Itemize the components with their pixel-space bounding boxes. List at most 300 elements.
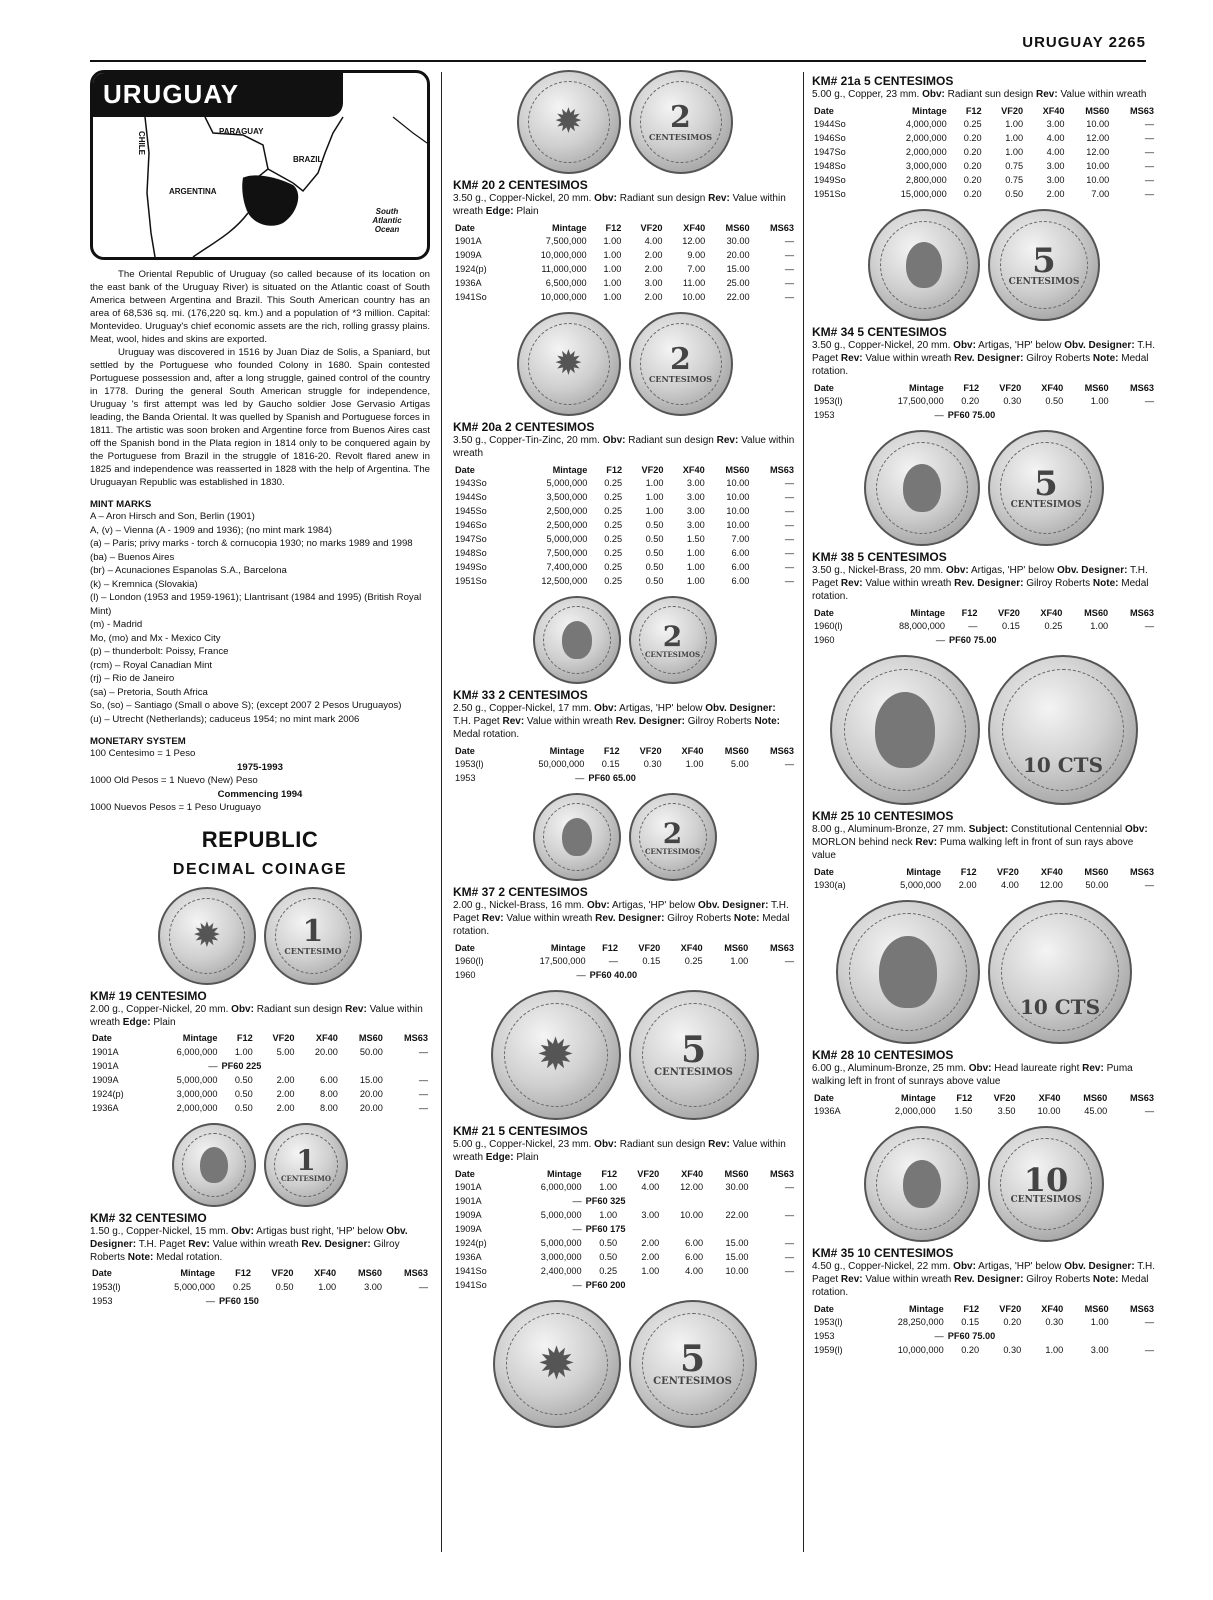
- table-cell: 10,000,000: [540, 292, 587, 302]
- table-cell: 1953(l): [455, 759, 484, 769]
- table-cell: 0.50: [599, 1252, 618, 1262]
- table-row: [453, 518, 796, 532]
- table-cell: —: [1144, 1317, 1154, 1327]
- column-header: XF40: [1042, 105, 1065, 116]
- table-cell: 10.00: [1037, 1106, 1061, 1116]
- column-header: Date: [92, 1268, 112, 1278]
- column-header: Mintage: [552, 464, 588, 475]
- catalog-entry-description: 3.50 g., Copper-Tin-Zinc, 20 mm. Obv: Radiant sun design Rev: Value within wreath: [453, 435, 795, 459]
- column-header: Mintage: [910, 607, 946, 618]
- column-header: Mintage: [909, 382, 944, 393]
- table-cell: 0.25: [684, 956, 703, 966]
- coin-reverse-value: 1 CENTESIMO: [264, 887, 362, 985]
- table-row: [812, 878, 1156, 892]
- table-cell: PF60 150: [219, 1295, 259, 1306]
- table-header-row: [453, 221, 796, 234]
- column-header: VF20: [639, 745, 662, 756]
- column-header: Mintage: [909, 1303, 944, 1314]
- table-row: [812, 117, 1156, 131]
- mint-marks-list: [90, 510, 430, 726]
- column-header: MS60: [1084, 866, 1109, 877]
- table-cell: 0.20: [961, 1345, 980, 1355]
- table-cell: 1.00: [686, 576, 705, 586]
- table-row: [90, 1294, 430, 1308]
- table-header-row: [453, 941, 796, 954]
- table-cell: —: [418, 1074, 428, 1085]
- monetary-period: 1975-1993: [237, 761, 283, 773]
- table-cell: 12.00: [682, 236, 706, 246]
- coin-images: [812, 430, 1156, 546]
- table-cell: 1.00: [641, 1266, 660, 1276]
- list-item: (l) – London (1953 and 1959-1961); Llantrisant (1984 and 1995) (British Royal Mint): [90, 592, 422, 617]
- table-row: [453, 248, 796, 262]
- column-header: MS63: [1129, 607, 1154, 618]
- table-cell: —: [784, 236, 794, 246]
- catalog-entry-title: KM# 20 2 CENTESIMOS: [453, 178, 588, 192]
- table-cell: 0.15: [601, 759, 620, 769]
- coin-obverse-sun: ✹: [517, 70, 621, 174]
- table-cell: 0.25: [604, 562, 623, 572]
- coin-obverse-laureate-head: [836, 900, 980, 1044]
- table-cell: 2,000,000: [905, 133, 947, 143]
- map-label-brazil: BRAZIL: [293, 155, 323, 164]
- table-cell: 1953: [814, 1331, 835, 1341]
- coin-images: [812, 1126, 1156, 1242]
- table-cell: PF60 200: [585, 1280, 626, 1290]
- table-cell: —: [784, 534, 794, 544]
- column-header: XF40: [681, 745, 704, 756]
- column-header: XF40: [681, 1168, 704, 1179]
- table-cell: 25.00: [726, 278, 750, 288]
- table-cell: 7.00: [687, 264, 706, 274]
- column-header: MS63: [769, 942, 794, 953]
- coin-images: [453, 990, 796, 1120]
- table-row: [453, 1278, 796, 1292]
- column-header: Date: [814, 607, 834, 618]
- table-row: [453, 771, 796, 785]
- mintage-price-table: [453, 221, 796, 304]
- table-cell: 10.00: [726, 506, 750, 516]
- table-cell: 0.25: [604, 492, 623, 502]
- table-cell: 1.00: [1090, 621, 1109, 631]
- coin-obverse-portrait: [533, 793, 621, 881]
- catalog-entry: [453, 420, 796, 588]
- table-cell: 1946So: [814, 133, 846, 143]
- table-row: [90, 1045, 430, 1059]
- table-cell: —: [784, 250, 794, 260]
- table-cell: 1924(p): [455, 1238, 487, 1248]
- table-cell: 9.00: [687, 250, 706, 260]
- mintage-price-table: [453, 463, 796, 588]
- table-cell: 0.15: [1002, 621, 1020, 631]
- coin-obverse-portrait: [172, 1123, 256, 1207]
- catalog-entry-description: 1.50 g., Copper-Nickel, 15 mm. Obv: Artigas bust right, 'HP' below Obv. Designer: T.H. Paget Rev: Value within wreath Rev. Designer: Gilroy Roberts Note: Medal rotation.: [90, 1225, 408, 1263]
- column-header: XF40: [1040, 607, 1063, 618]
- table-cell: 12,500,000: [541, 576, 588, 586]
- table-cell: —: [572, 1224, 582, 1234]
- table-cell: 2,500,000: [546, 520, 588, 530]
- table-cell: 5,000,000: [540, 1210, 582, 1220]
- column-header: MS60: [1085, 105, 1110, 116]
- table-row: [453, 968, 796, 982]
- column-header: Mintage: [550, 942, 586, 953]
- table-cell: 0.75: [1005, 161, 1024, 171]
- catalog-entry: [812, 1048, 1156, 1118]
- table-cell: 10.00: [726, 492, 750, 502]
- table-cell: —: [784, 1182, 794, 1192]
- column-header: VF20: [638, 942, 661, 953]
- republic-heading: REPUBLIC: [201, 826, 319, 852]
- table-row: [453, 490, 796, 504]
- table-cell: 0.50: [1005, 189, 1024, 199]
- table-cell: —: [784, 548, 794, 558]
- table-cell: 0.20: [961, 396, 980, 406]
- coin-reverse-value: 2 CENTESIMOS: [629, 70, 733, 174]
- table-cell: 8.00: [319, 1102, 338, 1113]
- table-cell: 1947So: [814, 147, 846, 157]
- column-header: VF20: [271, 1268, 294, 1278]
- mintage-price-table: [453, 1167, 796, 1292]
- table-cell: 1.50: [686, 534, 705, 544]
- table-cell: —: [934, 1331, 944, 1341]
- table-cell: 11.00: [682, 278, 706, 288]
- column-header: F12: [235, 1268, 251, 1278]
- table-cell: 6.00: [731, 548, 750, 558]
- coin-obverse-portrait: [864, 430, 980, 546]
- column-header: VF20: [1001, 105, 1024, 116]
- table-cell: —: [1144, 133, 1154, 143]
- coin-obverse-sun: ✹: [493, 1300, 621, 1428]
- table-cell: —: [1144, 119, 1154, 129]
- table-cell: 0.25: [1044, 621, 1063, 631]
- table-cell: 3.00: [686, 506, 705, 516]
- table-cell: 10.00: [725, 1266, 749, 1276]
- table-row: [812, 131, 1156, 145]
- table-cell: 1.00: [1005, 147, 1024, 157]
- table-cell: 10.00: [1086, 175, 1110, 185]
- table-cell: 20.00: [726, 250, 750, 260]
- catalog-entry-description: 4.50 g., Copper-Nickel, 22 mm. Obv: Artigas, 'HP' below Obv. Designer: T.H. Paget Rev: Value within wreath Rev. Designer: Gilroy Roberts Note: Medal rotation.: [812, 1261, 1156, 1298]
- table-cell: 1948So: [814, 161, 846, 171]
- page-title: URUGUAY 2265: [1022, 34, 1146, 51]
- table-row: [812, 1343, 1156, 1357]
- catalog-entry-title: KM# 38 5 CENTESIMOS: [812, 550, 947, 564]
- table-row: [812, 173, 1156, 187]
- table-row: [90, 1101, 430, 1115]
- list-item: (rj) – Rio de Janeiro: [90, 673, 175, 684]
- map-title: URUGUAY: [93, 73, 343, 117]
- coin-images: [453, 70, 796, 174]
- table-cell: 0.50: [275, 1281, 294, 1292]
- table-cell: 1941So: [455, 1266, 487, 1276]
- table-cell: 0.50: [645, 520, 664, 530]
- catalog-entry: [90, 1211, 430, 1308]
- table-cell: —: [784, 1252, 794, 1262]
- column-header: MS60: [724, 942, 749, 953]
- catalog-entry-title: KM# 28 10 CENTESIMOS: [812, 1048, 954, 1062]
- column-header: VF20: [637, 1168, 660, 1179]
- coin-reverse-value: 10 CENTESIMOS: [988, 1126, 1104, 1242]
- list-item: (m) - Madrid: [90, 619, 143, 630]
- table-cell: 1941So: [455, 1280, 487, 1290]
- table-cell: 15.00: [359, 1074, 383, 1085]
- table-cell: 12.00: [1086, 147, 1110, 157]
- coin-images: [90, 887, 430, 985]
- column-header: MS63: [769, 222, 794, 233]
- table-cell: 10.00: [680, 1210, 704, 1220]
- table-cell: —: [784, 264, 794, 274]
- table-cell: 15.00: [726, 264, 750, 274]
- coin-images: [453, 793, 796, 881]
- table-cell: 6.00: [685, 1252, 704, 1262]
- table-cell: 1.00: [1005, 119, 1024, 129]
- table-cell: 3,500,000: [546, 492, 588, 502]
- table-cell: 0.30: [1003, 396, 1022, 406]
- catalog-entry: [90, 989, 430, 1115]
- table-cell: 0.20: [963, 175, 982, 185]
- table-cell: 4.00: [644, 236, 663, 246]
- list-item: (k) – Kremnica (Slovakia): [90, 578, 198, 590]
- table-row: [812, 394, 1156, 408]
- table-cell: 1959(l): [814, 1345, 843, 1355]
- mintage-price-table: [812, 381, 1156, 422]
- table-cell: 3,000,000: [905, 161, 947, 171]
- mintage-price-table: [90, 1032, 430, 1115]
- catalog-entry: [453, 885, 796, 982]
- table-cell: 2,000,000: [894, 1106, 936, 1116]
- column-header: Mintage: [551, 222, 587, 233]
- table-cell: 0.50: [599, 1238, 618, 1248]
- coin-reverse-value: 2 CENTESIMOS: [629, 596, 717, 684]
- table-cell: 2,800,000: [905, 175, 947, 185]
- table-cell: 3.00: [1090, 1345, 1109, 1355]
- map-label-argentina: ARGENTINA: [169, 187, 217, 196]
- table-cell: 3,000,000: [176, 1088, 218, 1099]
- table-cell: 3.50: [997, 1106, 1016, 1116]
- table-row: [453, 276, 796, 290]
- table-row: [90, 1280, 430, 1294]
- table-cell: 28,250,000: [897, 1317, 944, 1327]
- table-cell: 0.50: [645, 576, 664, 586]
- country-intro: [90, 268, 430, 489]
- coin-images: [812, 209, 1156, 321]
- table-cell: 22.00: [725, 1210, 749, 1220]
- table-cell: 6,000,000: [540, 1182, 582, 1192]
- table-cell: 1.00: [645, 506, 664, 516]
- country-map: [90, 70, 430, 260]
- column-3: [812, 70, 1156, 1357]
- table-row: [453, 1222, 796, 1236]
- table-cell: 1.00: [603, 264, 622, 274]
- table-cell: 0.25: [604, 478, 623, 488]
- table-cell: 5.00: [276, 1046, 295, 1057]
- table-cell: 5,000,000: [174, 1281, 216, 1292]
- table-cell: —: [784, 506, 794, 516]
- table-cell: 1949So: [814, 175, 846, 185]
- table-row: [453, 1194, 796, 1208]
- column-header: Date: [455, 942, 475, 953]
- table-row: [812, 408, 1156, 422]
- table-header-row: [453, 1167, 796, 1180]
- table-cell: 3.00: [641, 1210, 660, 1220]
- table-row: [812, 145, 1156, 159]
- table-cell: 2,000,000: [905, 147, 947, 157]
- map-label-paraguay: PARAGUAY: [219, 127, 264, 136]
- catalog-entry: [812, 550, 1156, 647]
- catalog-entry-description: 2.00 g., Copper-Nickel, 20 mm. Obv: Radiant sun design Rev: Value within wreath Edge: Plain: [90, 1003, 423, 1028]
- catalog-entry-title: KM# 37 2 CENTESIMOS: [453, 885, 588, 899]
- column-header: F12: [603, 745, 620, 756]
- table-cell: 2.00: [644, 250, 663, 260]
- table-row: [453, 757, 796, 771]
- table-cell: 1.00: [603, 250, 622, 260]
- table-row: [453, 1264, 796, 1278]
- list-item: A, (v) – Vienna (A - 1909 and 1936); (no mint mark 1984): [90, 524, 332, 536]
- table-row: [90, 1087, 430, 1101]
- coin-images: [453, 312, 796, 416]
- table-cell: 10.00: [1086, 119, 1110, 129]
- table-cell: 0.50: [645, 534, 664, 544]
- table-cell: —: [935, 635, 946, 645]
- column-header: Date: [455, 222, 475, 233]
- column-header: F12: [236, 1033, 253, 1043]
- table-cell: 1.00: [1045, 1345, 1064, 1355]
- catalog-entry: [453, 178, 796, 304]
- column-header: VF20: [272, 1033, 295, 1043]
- table-cell: 1.00: [603, 278, 622, 288]
- table-cell: 0.20: [1003, 1317, 1022, 1327]
- column-1: [90, 70, 430, 1308]
- table-cell: 0.25: [604, 576, 623, 586]
- table-cell: 10.00: [726, 520, 750, 530]
- catalog-entry-description: 3.50 g., Nickel-Brass, 20 mm. Obv: Artigas, 'HP' below Obv. Designer: T.H. Paget Rev: Value within wreath Rev. Designer: Gilroy Roberts Note: Medal rotation.: [812, 565, 1149, 602]
- column-header: F12: [960, 866, 977, 877]
- column-header: F12: [606, 464, 623, 475]
- list-item: Mo, (mo) and Mx - Mexico City: [90, 632, 221, 644]
- table-cell: 1944So: [455, 492, 487, 502]
- table-header-row: [812, 381, 1156, 394]
- column-header: MS60: [1083, 1092, 1108, 1103]
- table-cell: 1.00: [603, 292, 622, 302]
- column-header: XF40: [1038, 1092, 1061, 1103]
- mintage-price-table: [812, 1091, 1156, 1118]
- table-cell: 0.50: [1045, 396, 1064, 406]
- table-row: [453, 1250, 796, 1264]
- catalog-entry-description: 8.00 g., Aluminum-Bronze, 27 mm. Subject: Constitutional Centennial Obv: MORLON behind neck Rev: Puma walking left in front of sun rays above value: [812, 824, 1148, 861]
- map-label-ocean: South Atlantic Ocean: [372, 207, 402, 234]
- column-header: Date: [814, 866, 834, 877]
- mintage-price-table: [812, 606, 1156, 647]
- table-cell: 2,000,000: [176, 1102, 218, 1113]
- coin-obverse-laureate-head: [830, 655, 980, 805]
- table-row: [812, 1315, 1156, 1329]
- table-row: [453, 262, 796, 276]
- table-cell: 3.00: [1046, 119, 1065, 129]
- intro-paragraph: Uruguay was discovered in 1516 by Juan Diaz de Solis, a Spaniard, but settled by the Portuguese who founded Colony in 1680. Spain contested Portuguese possession and, after a long struggle, gained control of the country in 1778. During the general South American struggle for independence, Uruguay 's first attempt was led by Gaucho soldier Jose Gervasio Artigas leading, the Banda Oriental. It was quelled by Spanish and Portuguese forces in 1811. The artistic was soon broken and Argentine force from Buenos Aires cast off the Spanish bond in the Plata region in 1814 only to be conquered again by the Portuguese from Brazil in the struggle of 1816-20. Revolt flared anew in 1825 and independence was reasserted in 1828 with the help of Argentina. The Uruguayan Republic was established in 1830.: [90, 347, 430, 488]
- table-cell: 0.20: [963, 133, 982, 143]
- coin-obverse-sun: ✹: [517, 312, 621, 416]
- table-cell: 1947So: [455, 534, 487, 544]
- table-cell: 5,000,000: [900, 880, 942, 890]
- catalog-entry-description: 3.50 g., Copper-Nickel, 20 mm. Obv: Artigas, 'HP' below Obv. Designer: T.H. Paget Rev: Value within wreath Rev. Designer: Gilroy Roberts Note: Medal rotation.: [812, 340, 1156, 377]
- table-cell: 0.20: [963, 147, 982, 157]
- table-cell: 1948So: [455, 548, 487, 558]
- table-cell: 1.00: [686, 562, 705, 572]
- table-cell: PF60 75.00: [947, 410, 996, 420]
- table-cell: 0.50: [234, 1074, 253, 1085]
- table-cell: —: [784, 562, 794, 572]
- list-item: (u) – Utrecht (Netherlands); caduceus 1954; no mint mark 2006: [90, 713, 360, 725]
- table-cell: 0.75: [1005, 175, 1024, 185]
- table-cell: 1.00: [645, 492, 664, 502]
- table-cell: 1.00: [685, 759, 704, 769]
- table-cell: —: [418, 1102, 428, 1113]
- table-cell: —: [784, 492, 794, 502]
- table-row: [812, 187, 1156, 201]
- column-header: XF40: [683, 222, 706, 233]
- table-cell: 1946So: [455, 520, 487, 530]
- table-cell: —: [1144, 621, 1154, 631]
- table-cell: 1.00: [686, 548, 705, 558]
- catalog-entry-title: KM# 21a 5 CENTESIMOS: [812, 74, 954, 88]
- table-cell: 17,500,000: [897, 396, 944, 406]
- list-item: A – Aron Hirsch and Son, Berlin (1901): [90, 511, 255, 522]
- table-row: [453, 954, 796, 968]
- table-header-row: [812, 606, 1156, 619]
- table-cell: 0.30: [643, 759, 662, 769]
- column-header: Date: [814, 105, 834, 116]
- table-cell: 1944So: [814, 119, 846, 129]
- table-cell: 1901A: [455, 236, 482, 246]
- table-cell: 5,000,000: [176, 1074, 218, 1085]
- column-header: VF20: [999, 382, 1022, 393]
- table-header-row: [90, 1032, 430, 1045]
- table-cell: 12.00: [1086, 133, 1110, 143]
- table-row: [812, 159, 1156, 173]
- table-row: [453, 1180, 796, 1194]
- table-cell: 3.00: [686, 478, 705, 488]
- column-header: MS60: [1084, 382, 1109, 393]
- intro-paragraph: The Oriental Republic of Uruguay (so called because of its location on the east bank of the Uruguay River) is situated on the Atlantic coast of South America between Argentina and Brazil. This South American country has an area of 68,536 sq. mi. (176,220 sq. km.) and a population of *3 million. Capital: Montevideo. Uruguay's chief economic assets are the rich, rolling grassy plains. Meat, wool, hides and skins are exported.: [90, 269, 430, 345]
- column-header: XF40: [315, 1033, 338, 1043]
- table-row: [812, 1329, 1156, 1343]
- table-row: [90, 1073, 430, 1087]
- table-cell: 1936A: [455, 1252, 482, 1262]
- coin-reverse-puma: 10 CTS: [988, 900, 1132, 1044]
- table-cell: 2.00: [276, 1102, 295, 1113]
- table-cell: PF60 40.00: [589, 970, 638, 980]
- monetary-period: Commencing 1994: [217, 788, 303, 800]
- catalog-entry-description: 2.00 g., Nickel-Brass, 16 mm. Obv: Artigas, 'HP' below Obv. Designer: T.H. Paget Rev: Value within wreath Rev. Designer: Gilroy Roberts Note: Medal rotation.: [453, 900, 790, 937]
- table-cell: 0.25: [604, 548, 623, 558]
- table-cell: 1953: [92, 1295, 113, 1306]
- table-cell: PF60 65.00: [588, 773, 636, 783]
- table-cell: 1945So: [455, 506, 487, 516]
- column-header: MS60: [725, 222, 750, 233]
- table-cell: 1960: [455, 970, 476, 980]
- table-cell: 1.00: [645, 478, 664, 488]
- column-header: Date: [455, 1168, 475, 1179]
- table-cell: —: [934, 410, 944, 420]
- table-cell: 2.00: [644, 292, 663, 302]
- coin-reverse-puma: 10 CTS: [988, 655, 1138, 805]
- table-cell: 1909A: [455, 1224, 482, 1234]
- mintage-price-table: [453, 941, 796, 982]
- column-header: MS63: [403, 1033, 428, 1043]
- column-header: VF20: [999, 1303, 1022, 1314]
- catalog-entry-title: KM# 25 10 CENTESIMOS: [812, 809, 954, 823]
- table-cell: 3.00: [686, 492, 705, 502]
